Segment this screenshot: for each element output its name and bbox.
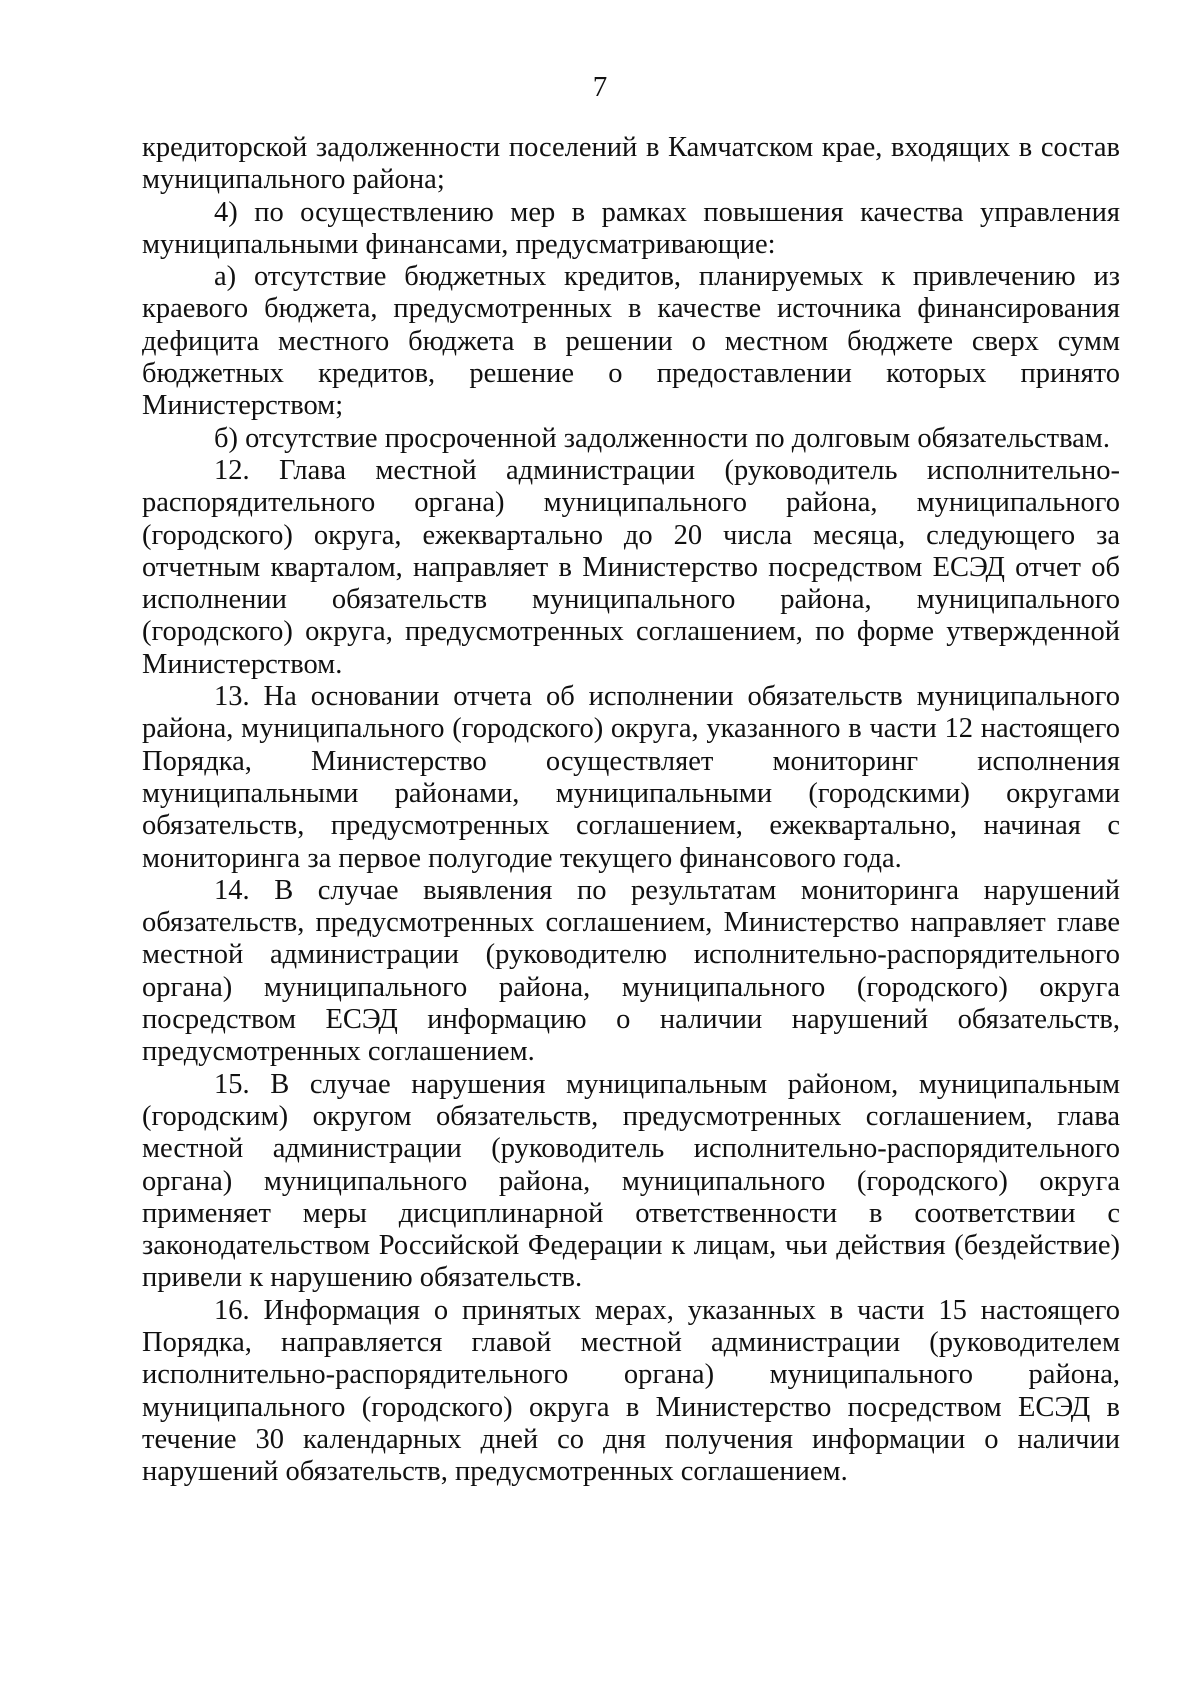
document-body <box>142 132 1120 1488</box>
paragraph-subitem-b: б) отсутствие просроченной задолженности по долговым обязательствам. <box>214 422 1110 454</box>
paragraph-clause-16: 16. Информация о принятых мерах, указанных в части 15 настоящего Порядка, направляется главой местной администрации (руководителем исполнительно-распорядительного органа) муниципального района, муниципального (городского) округа в Министерство посредством ЕСЭД в течение 30 календарных дней со дня получения информации о наличии нарушений обязательств, предусмотренных соглашением. <box>142 1294 1120 1488</box>
paragraph-clause-14: 14. В случае выявления по результатам мониторинга нарушений обязательств, предусмотренных соглашением, Министерство направляет главе местной администрации (руководителю исполнительно-распорядительного органа) муниципального района, муниципального (городского) округа посредством ЕСЭД информацию о наличии нарушений обязательств, предусмотренных соглашением. <box>142 874 1120 1068</box>
paragraph-item-4: 4) по осуществлению мер в рамках повышения качества управления муниципальными финансами, предусматривающие: <box>142 196 1120 260</box>
page-number: 7 <box>592 71 608 103</box>
paragraph-subitem-a: а) отсутствие бюджетных кредитов, планируемых к привлечению из краевого бюджета, предусмотренных в качестве источника финансирования дефицита местного бюджета в решении о местном бюджете сверх сумм бюджетных кредитов, решение о предоставлении которых принято Министерством; <box>142 261 1120 422</box>
paragraph-clause-13: 13. На основании отчета об исполнении обязательств муниципального района, муниципального (городского) округа, указанного в части 12 настоящего Порядка, Министерство осуществляет мониторинг исполнения муниципальными районами, муниципальными (городскими) округами обязательств, предусмотренных соглашением, ежеквартально, начиная с мониторинга за первое полугодие текущего финансового года. <box>142 681 1120 874</box>
paragraph-clause-12: 12. Глава местной администрации (руководитель исполнительно-распорядительного органа) муниципального района, муниципального (городского) округа, ежеквартально до 20 числа месяца, следующего за отчетным кварталом, направляет в Министерство посредством ЕСЭД отчет об исполнении обязательств муниципального района, муниципального (городского) округа, предусмотренных соглашением, по форме утвержденной Министерством. <box>142 454 1120 680</box>
paragraph-clause-15: 15. В случае нарушения муниципальным районом, муниципальным (городским) округом обязательств, предусмотренных соглашением, глава местной администрации (руководитель исполнительно-распорядительного органа) муниципального района, муниципального (городского) округа применяет меры дисциплинарной ответственности в соответствии с законодательством Российской Федерации к лицам, чьи действия (бездействие) привели к нарушению обязательств. <box>142 1068 1120 1294</box>
paragraph-continuation: кредиторской задолженности поселений в Камчатском крае, входящих в состав муниципального района; <box>142 132 1120 196</box>
